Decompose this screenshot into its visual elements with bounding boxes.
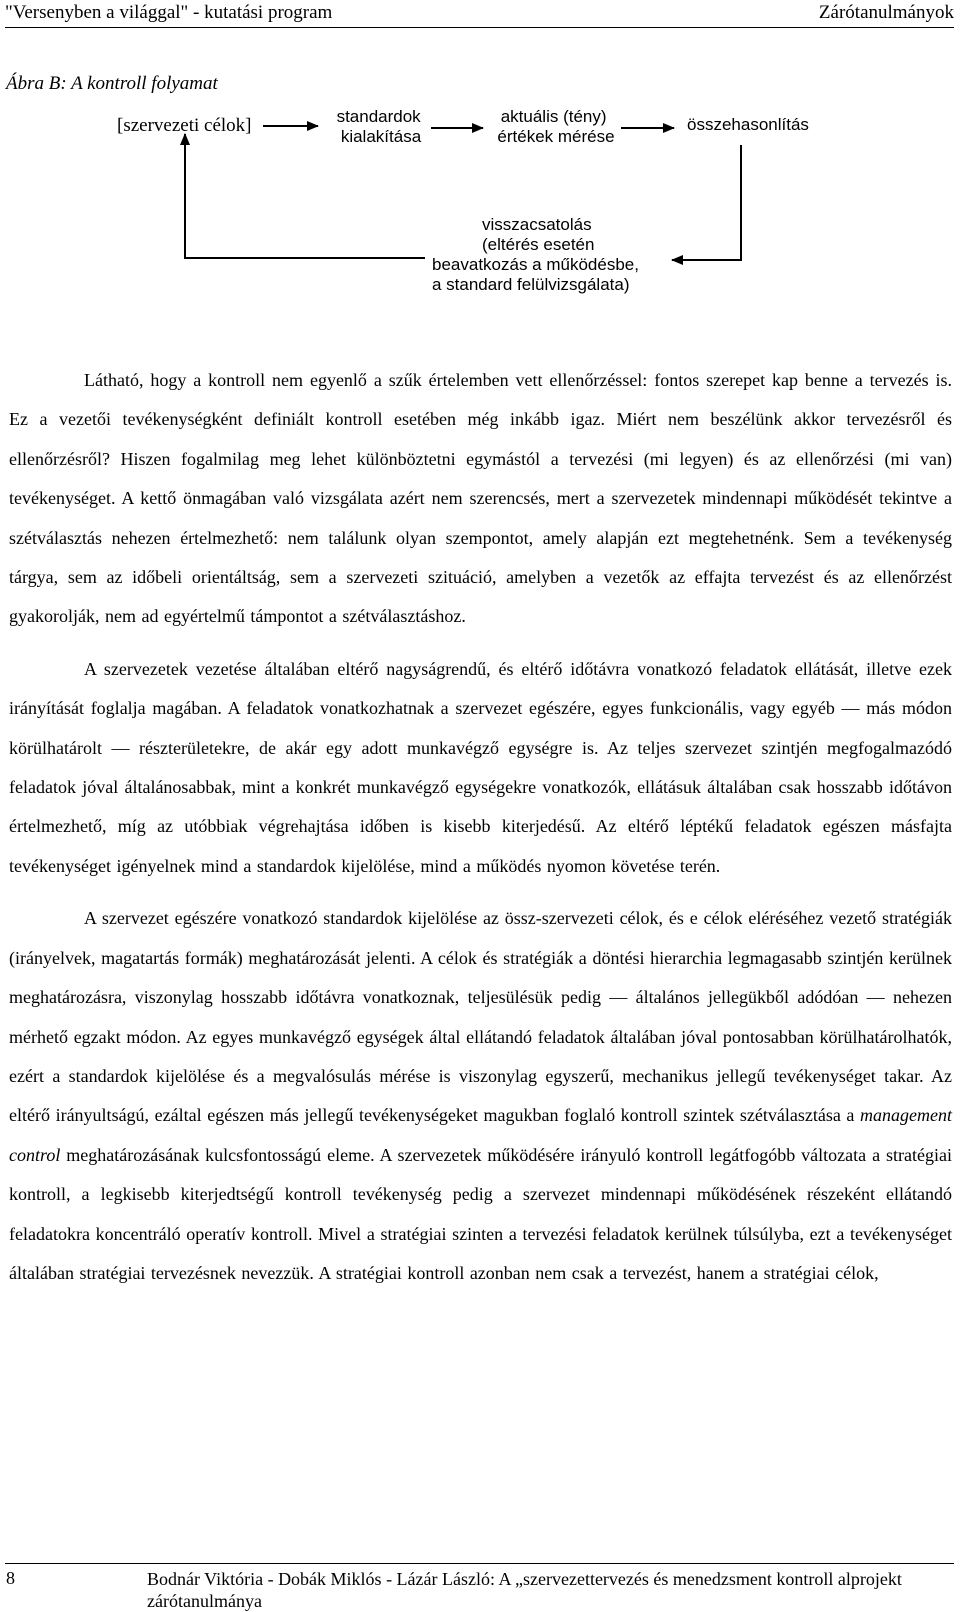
emphasized-term: management control xyxy=(9,1105,952,1165)
header-divider xyxy=(5,27,954,28)
arrow-comparison-to-feedback xyxy=(672,145,741,260)
figure-title: Ábra B: A kontroll folyamat xyxy=(6,73,218,94)
page-number: 8 xyxy=(6,1568,15,1588)
paragraph: A szervezetek vezetése általában eltérő nagyságrendű, és eltérő időtávra vonatkozó feladatok ellátását, illetve ezek irányítását foglalja magában. A feladatok vonatkozhatnak a szervezet egészére, egyes funkcionális, vagy egyéb — más módon körülhatárolt — részterületekre, de akár egy adott munkavégző egységre is. Az teljes szervezet szintjén megfogalmazódó feladatok jóval általánosabbak, mint a konkrét munkavégző egységekre vonatkozók, ellátásuk általában csak hosszabb időtávon értelmezhető, míg az utóbbiak végrehajtása időben is kisebb kiterjedésű. Az eltérő léptékű feladatok egészen másfajta tevékenységet igényelnek mind a standardok kijelölése, mind a működés nyomon követése terén. xyxy=(9,658,952,876)
node-organizational-goals: [szervezeti célok] xyxy=(117,115,252,136)
node-comparison: összehasonlítás xyxy=(687,115,809,134)
body-text xyxy=(9,361,952,1293)
footer-divider xyxy=(5,1563,954,1564)
paragraph: Látható, hogy a kontroll nem egyenlő a szűk értelemben vett ellenőrzéssel: fontos szerepet kap benne a tervezés is. Ez a vezetői tevékenységként definiált kontroll esetében még inkább igaz. Miért nem beszélünk akkor tervezésről és ellenőrzésről? Hiszen fogalmilag meg lehet különböztetni egymástól a tervezési (mi legyen) és az ellenőrzési (mi van) tevékenységet. A kettő önmagában való vizsgálata azért nem szerencsés, mert a szervezetek mindennapi működését tekintve a szétválasztás nehezen értelmezhető: nem találunk olyan szempontot, amely alapján ezt megtehetnénk. Sem a tevékenység tárgya, sem az időbeli orientáltság, sem a szervezeti szituáció, amelyben a vezetők az effajta tervezést és az ellenőrzést gyakorolják, nem ad egyértelmű támpontot a szétválasztáshoz. xyxy=(9,370,952,627)
running-header-title: "Versenyben a világgal" - kutatási program xyxy=(5,2,333,23)
arrow-feedback-to-goals xyxy=(185,134,425,258)
node-feedback: visszacsatolás (eltérés esetén beavatkozás a működésbe, a standard felülvizsgálata) xyxy=(432,215,639,294)
node-standards: standardok kialakítása xyxy=(336,107,422,146)
running-header-section: Zárótanulmányok xyxy=(818,2,954,23)
paragraph: A szervezet egészére vonatkozó standardok kijelölése az össz-szervezeti célok, és e célok eléréséhez vezető stratégiák (irányelvek, magatartás formák) meghatározását jelenti. A célok és stratégiák a döntési hierarchia legmagasabb szintjén kerülnek meghatározásra, viszonylag hosszabb időtávra vonatkoznak, teljesülésük pedig — általános jellegükből adódóan — nehezen mérhető egzakt módon. Az egyes munkavégző egységek által ellátandó feladatok általában jóval pontosabban körülhatárolhatók, ezért a standardok kijelölése és a megvalósulás mérése is viszonylag egyszerű, mechanikus jellegű tevékenységet takar. Az eltérő irányultságú, ezáltal egészen más jellegű tevékenységeket magukban foglaló kontroll szintek szétválasztása a management control meghatározásának kulcsfontosságú eleme. A szervezetek működésére irányuló kontroll legátfogóbb változata a stratégiai kontroll, a legkisebb kiterjedtségű kontroll tevékenység pedig a szervezet mindennapi működésének részeként ellátandó feladatokra koncentráló operatív kontroll. Mivel a stratégiai szinten a tervezési feladatok kerülnek túlsúlyba, ezt a tevékenységet általában stratégiai tervezésnek nevezzük. A stratégiai kontroll azonban nem csak a tervezést, hanem a stratégiai célok, xyxy=(9,908,953,1283)
footer-citation: Bodnár Viktória - Dobák Miklós - Lázár László: A „szervezettervezés és menedzsment kontroll alprojekt zárótanulmánya xyxy=(147,1569,902,1611)
control-process-diagram xyxy=(0,95,960,310)
node-measurement: aktuális (tény) értékek mérése xyxy=(497,107,615,146)
